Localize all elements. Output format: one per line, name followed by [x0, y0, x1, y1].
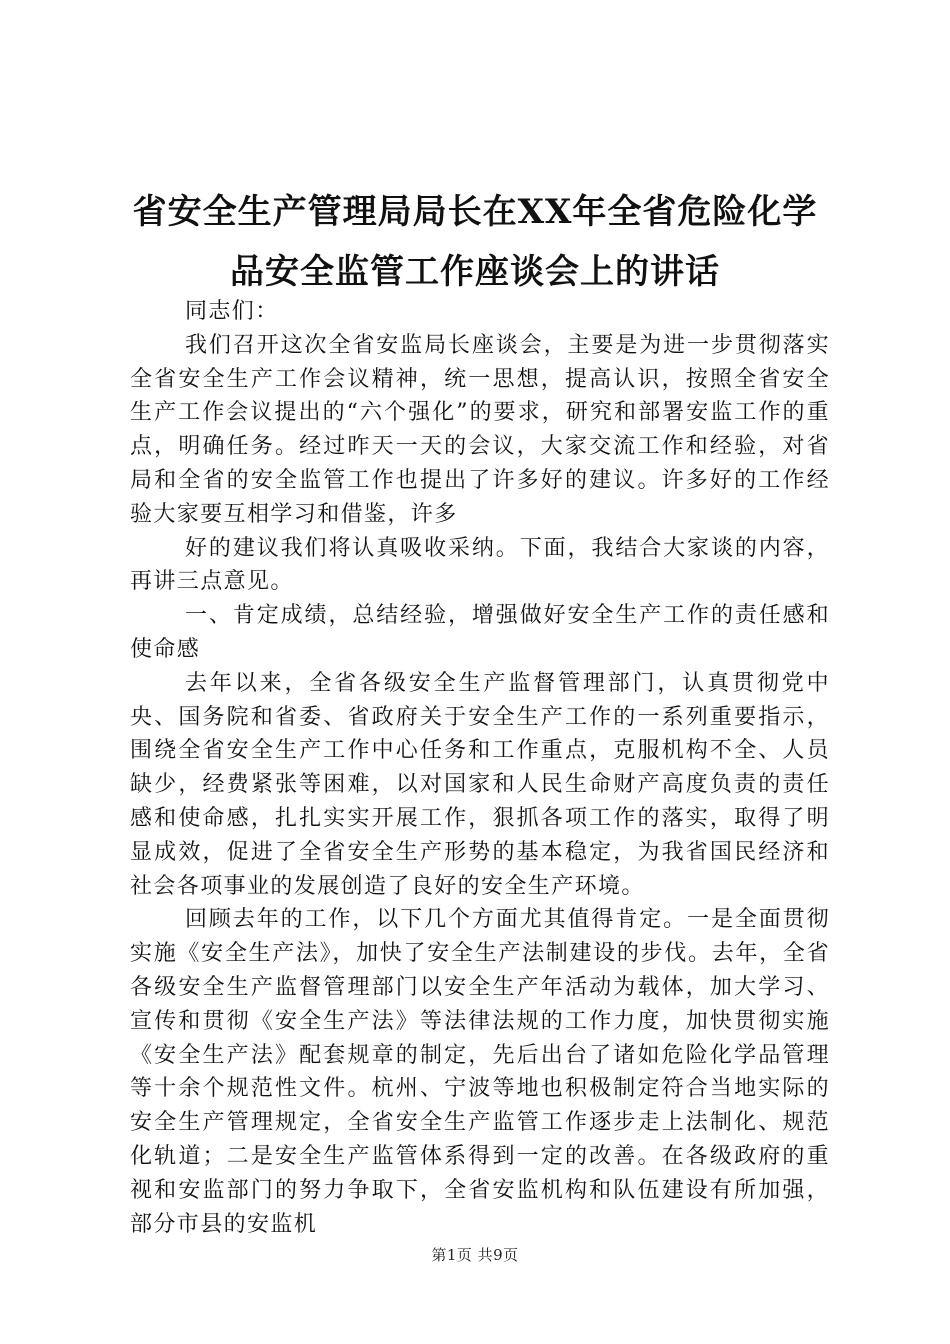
paragraph: 好的建议我们将认真吸收采纳。下面，我结合大家谈的内容，再讲三点意见。	[130, 535, 830, 595]
document-title	[110, 182, 840, 302]
title-line-1: 省安全生产管理局局长在XX年全省危险化学	[132, 192, 818, 232]
paragraph: 我们召开这次全省安监局长座谈会，主要是为进一步贯彻落实全省安全生产工作会议精神，统一思想，提高认识，按照全省安全生产工作会议提出的“六个强化”的要求，研究和部署安监工作的重点，明确任务。经过昨天一天的会议，大家交流工作和经验，对省局和全省的安全监管工作也提出了许多好的建议。许多好的工作经验大家要互相学习和借鉴，许多	[130, 332, 830, 527]
section-heading: 一、肯定成绩，总结经验，增强做好安全生产工作的责任感和使命感	[130, 603, 830, 662]
paragraph: 回顾去年的工作，以下几个方面尤其值得肯定。一是全面贯彻实施《安全生产法》，加快了安全生产法制建设的步伐。去年，全省各级安全生产监督管理部门以安全生产年活动为载体，加大学习、宣传和贯彻《安全生产法》等法律法规的工作力度，加快贯彻实施《安全生产法》配套规章的制定，先后出台了诸如危险化学品管理等十余个规范性文件。杭州、宁波等地也积极制定符合当地实际的安全生产管理规定，全省安全生产监管工作逐步走上法制化、规范化轨道；二是安全生产监管体系得到一定的改善。在各级政府的重视和安监部门的努力争取下，全省安监机构和队伍建设有所加强，部分市县的安监机	[130, 907, 830, 1237]
page-footer: 第1页 共9页	[431, 1246, 519, 1264]
paragraph: 去年以来，全省各级安全生产监督管理部门，认真贯彻党中央、国务院和省委、省政府关于安全生产工作的一系列重要指示，围绕全省安全生产工作中心任务和工作重点，克服机构不全、人员缺少，经费紧张等困难，以对国家和人民生命财产高度负责的责任感和使命感，扎扎实实开展工作，狠抓各项工作的落实，取得了明显成效，促进了全省安全生产形势的基本稳定，为我省国民经济和社会各项事业的发展创造了良好的安全生产环境。	[130, 670, 830, 899]
document-body	[130, 295, 830, 1241]
salutation: 同志们：	[185, 299, 279, 324]
title-line-2: 品安全监管工作座谈会上的讲话	[230, 252, 720, 292]
